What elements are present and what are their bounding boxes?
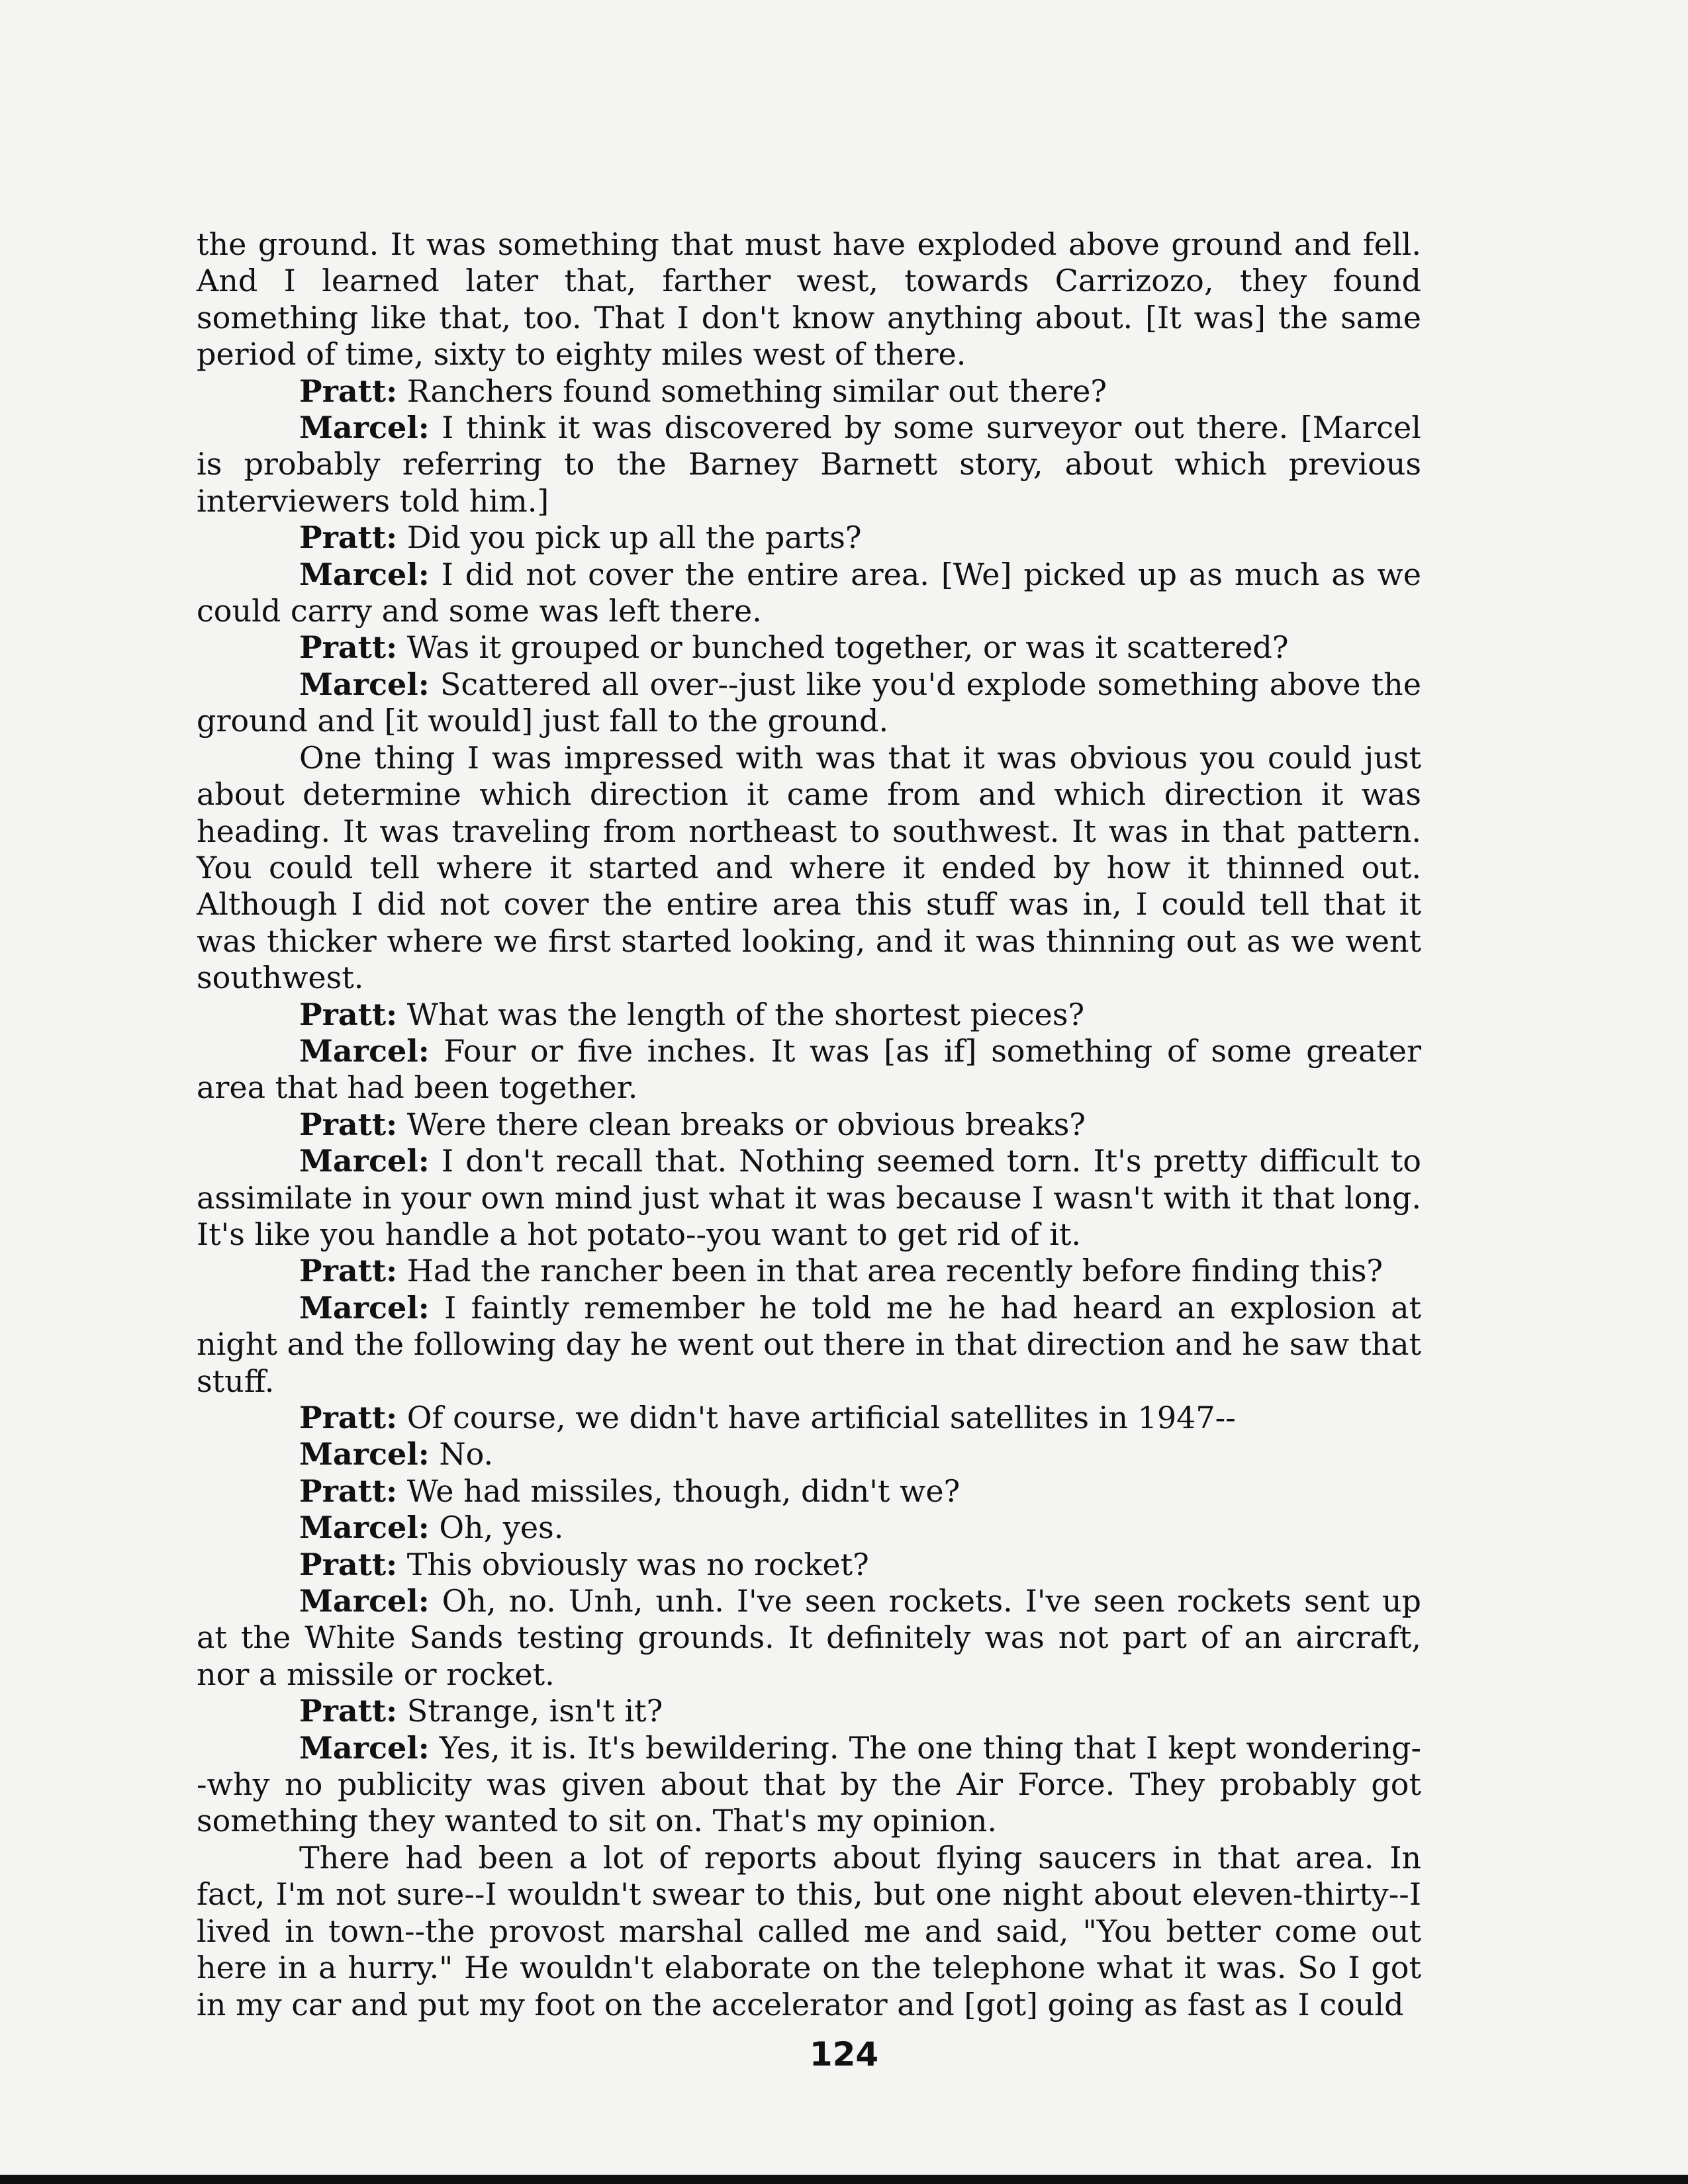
speaker-label: Marcel: xyxy=(299,556,430,592)
dialogue-line: Marcel: Oh, yes. xyxy=(299,1510,564,1546)
paragraph: One thing I was impressed with was that it was obvious you could just about determine which direction it came from and which direction it was heading. It was traveling from northeast to southwest. It was in that pattern. You could tell where it started and where it ended by how it thinned out. Although I did not cover the entire area this stuff was in, I could tell that it was thicker where we first started looking, and it was thinning out as we went southwest. xyxy=(197,739,1421,996)
dialogue-line: Marcel: I faintly remember he told me he had heard an explosion at night and the following day he went out there in that direction and he saw that stuff. xyxy=(197,1289,1421,1399)
dialogue-line: Pratt: What was the length of the shortest pieces? xyxy=(299,996,1085,1032)
dialogue-line: Pratt: Was it grouped or bunched together, or was it scattered? xyxy=(299,629,1289,666)
dialogue-line: Pratt: We had missiles, though, didn't we? xyxy=(299,1473,961,1509)
speaker-label: Pratt: xyxy=(299,373,398,409)
speaker-label: Pratt: xyxy=(299,996,398,1032)
dialogue-line: Pratt: Did you pick up all the parts? xyxy=(299,520,862,556)
speaker-label: Pratt: xyxy=(299,520,398,556)
speaker-label: Marcel: xyxy=(299,1583,430,1619)
speaker-label: Marcel: xyxy=(299,1510,430,1546)
speaker-label: Marcel: xyxy=(299,1436,430,1473)
speaker-label: Pratt: xyxy=(299,1253,398,1289)
speaker-label: Pratt: xyxy=(299,1473,398,1509)
scan-edge-divider xyxy=(0,2175,1688,2184)
speaker-label: Pratt: xyxy=(299,1546,398,1582)
dialogue-line: Pratt: This obviously was no rocket? xyxy=(299,1546,869,1582)
dialogue-line: Pratt: Ranchers found something similar out there? xyxy=(299,373,1107,409)
dialogue-line: Marcel: Scattered all over--just like you'd explode something above the ground and [it would] just fall to the ground. xyxy=(197,666,1421,739)
speaker-label: Pratt: xyxy=(299,1693,398,1729)
dialogue-line: Pratt: Strange, isn't it? xyxy=(299,1693,663,1729)
speaker-label: Pratt: xyxy=(299,629,398,666)
speaker-label: Marcel: xyxy=(299,1729,430,1766)
page-number: 124 xyxy=(809,2035,879,2073)
dialogue-line: Marcel: Yes, it is. It's bewildering. The one thing that I kept wondering--why no publicity was given about that by the Air Force. They probably got something they wanted to sit on. That's my opinion. xyxy=(197,1729,1421,1839)
speaker-label: Marcel: xyxy=(299,1143,430,1179)
speaker-label: Pratt: xyxy=(299,1106,398,1142)
speaker-label: Marcel: xyxy=(299,410,430,446)
speaker-label: Marcel: xyxy=(299,666,430,702)
speaker-label: Marcel: xyxy=(299,1289,430,1326)
dialogue-line: Pratt: Of course, we didn't have artificial satellites in 1947-- xyxy=(299,1400,1236,1435)
dialogue-line: Marcel: I did not cover the entire area. [We] picked up as much as we could carry and some was left there. xyxy=(197,556,1421,629)
dialogue-line: Pratt: Had the rancher been in that area recently before finding this? xyxy=(299,1253,1383,1289)
paragraph: the ground. It was something that must have exploded above ground and fell. And I learned later that, farther west, towards Carrizozo, they found something like that, too. That I don't know anything about. [It was] the same period of time, sixty to eighty miles west of there. xyxy=(197,226,1421,373)
speaker-label: Pratt: xyxy=(299,1400,398,1435)
transcript-body xyxy=(197,226,1421,2023)
paragraph: There had been a lot of reports about flying saucers in that area. In fact, I'm not sure--I wouldn't swear to this, but one night about eleven-thirty--I lived in town--the provost marshal called me and said, "You better come out here in a hurry." He wouldn't elaborate on the telephone what it was. So I got in my car and put my foot on the accelerator and [got] going as fast as I could xyxy=(197,1839,1421,2023)
speaker-label: Marcel: xyxy=(299,1032,430,1069)
dialogue-line: Marcel: I think it was discovered by some surveyor out there. [Marcel is probably referring to the Barney Barnett story, about which previous interviewers told him.] xyxy=(197,410,1421,519)
dialogue-line: Marcel: I don't recall that. Nothing seemed torn. It's pretty difficult to assimilate in your own mind just what it was because I wasn't with it that long. It's like you handle a hot potato--you want to get rid of it. xyxy=(197,1143,1421,1252)
dialogue-line: Marcel: Oh, no. Unh, unh. I've seen rockets. I've seen rockets sent up at the White Sands testing grounds. It definitely was not part of an aircraft, nor a missile or rocket. xyxy=(197,1583,1421,1692)
dialogue-line: Marcel: No. xyxy=(299,1436,494,1473)
dialogue-line: Pratt: Were there clean breaks or obvious breaks? xyxy=(299,1106,1086,1142)
dialogue-line: Marcel: Four or five inches. It was [as if] something of some greater area that had been together. xyxy=(197,1032,1421,1106)
